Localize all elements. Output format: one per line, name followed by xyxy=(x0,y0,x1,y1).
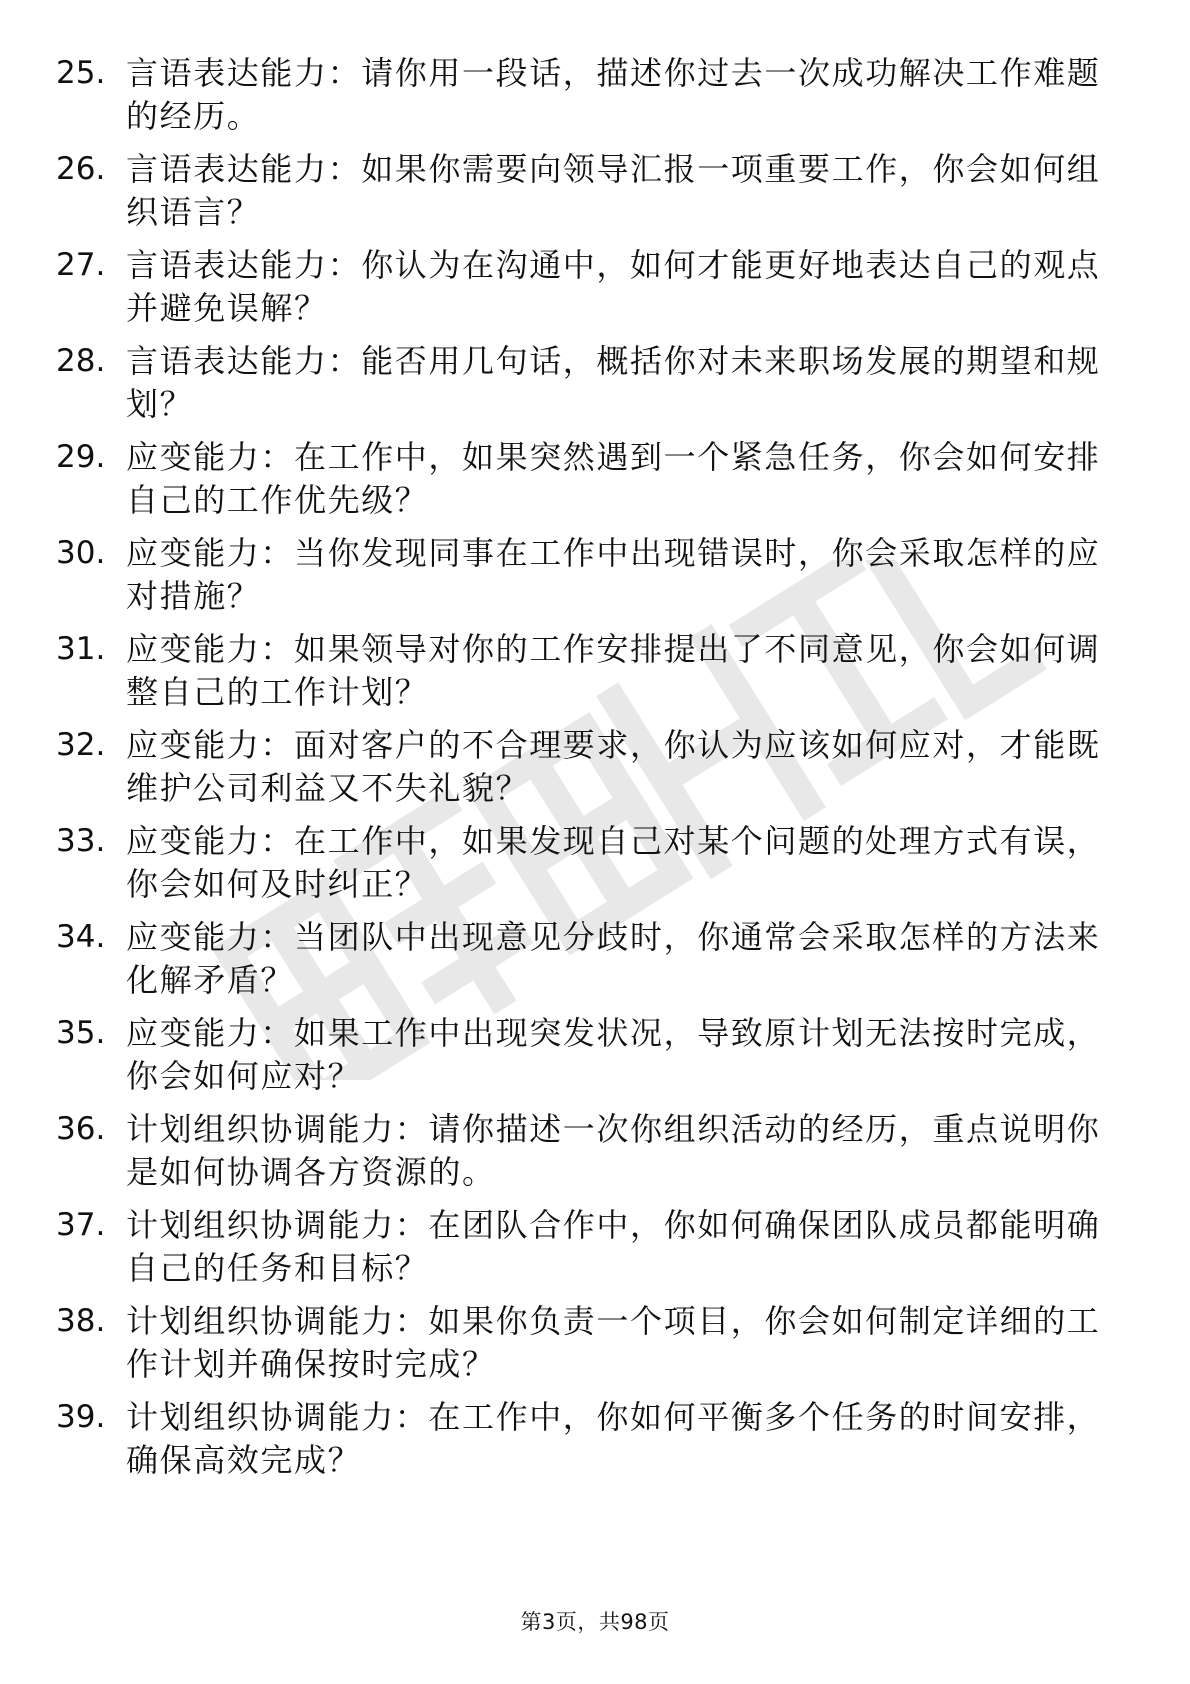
question-number: 38. xyxy=(56,1303,106,1339)
question-text: 言语表达能力：请你用一段话，描述你过去一次成功解决工作难题的经历。 xyxy=(126,54,1101,135)
question-number: 35. xyxy=(56,1015,106,1051)
question-number: 34. xyxy=(56,919,106,955)
question-text: 应变能力：如果领导对你的工作安排提出了不同意见，你会如何调整自己的工作计划？ xyxy=(126,630,1101,711)
question-number: 26. xyxy=(56,151,106,187)
question-text: 计划组织协调能力：在工作中，你如何平衡多个任务的时间安排，确保高效完成？ xyxy=(126,1398,1101,1479)
question-text: 计划组织协调能力：请你描述一次你组织活动的经历，重点说明你是如何协调各方资源的。 xyxy=(126,1110,1101,1191)
question-text: 言语表达能力：如果你需要向领导汇报一项重要工作，你会如何组织语言？ xyxy=(126,150,1101,231)
page-number-footer: 第3页，共98页 xyxy=(520,1610,670,1634)
question-number: 30. xyxy=(56,535,106,571)
question-text: 应变能力：面对客户的不合理要求，你认为应该如何应对，才能既维护公司利益又不失礼貌？ xyxy=(126,726,1101,807)
question-number: 37. xyxy=(56,1207,106,1243)
question-text: 应变能力：如果工作中出现突发状况，导致原计划无法按时完成，你会如何应对？ xyxy=(126,1014,1101,1095)
question-number: 39. xyxy=(56,1399,106,1435)
question-text: 计划组织协调能力：在团队合作中，你如何确保团队成员都能明确自己的任务和目标？ xyxy=(126,1206,1101,1287)
question-number: 28. xyxy=(56,343,106,379)
question-number: 32. xyxy=(56,727,106,763)
question-text: 计划组织协调能力：如果你负责一个项目，你会如何制定详细的工作计划并确保按时完成？ xyxy=(126,1302,1101,1383)
question-text: 应变能力：在工作中，如果突然遇到一个紧急任务，你会如何安排自己的工作优先级？ xyxy=(126,438,1101,519)
question-text: 应变能力：当你发现同事在工作中出现错误时，你会采取怎样的应对措施？ xyxy=(126,534,1101,615)
question-number: 33. xyxy=(56,823,106,859)
question-number: 29. xyxy=(56,439,106,475)
question-number: 25. xyxy=(56,55,106,91)
question-text: 应变能力：当团队中出现意见分歧时，你通常会采取怎样的方法来化解矛盾？ xyxy=(126,918,1101,999)
question-text: 言语表达能力：能否用几句话，概括你对未来职场发展的期望和规划？ xyxy=(126,342,1101,423)
question-text: 应变能力：在工作中，如果发现自己对某个问题的处理方式有误，你会如何及时纠正？ xyxy=(126,822,1101,903)
question-number: 36. xyxy=(56,1111,106,1147)
question-number: 27. xyxy=(56,247,106,283)
question-text: 言语表达能力：你认为在沟通中，如何才能更好地表达自己的观点并避免误解？ xyxy=(126,246,1101,327)
question-number: 31. xyxy=(56,631,106,667)
